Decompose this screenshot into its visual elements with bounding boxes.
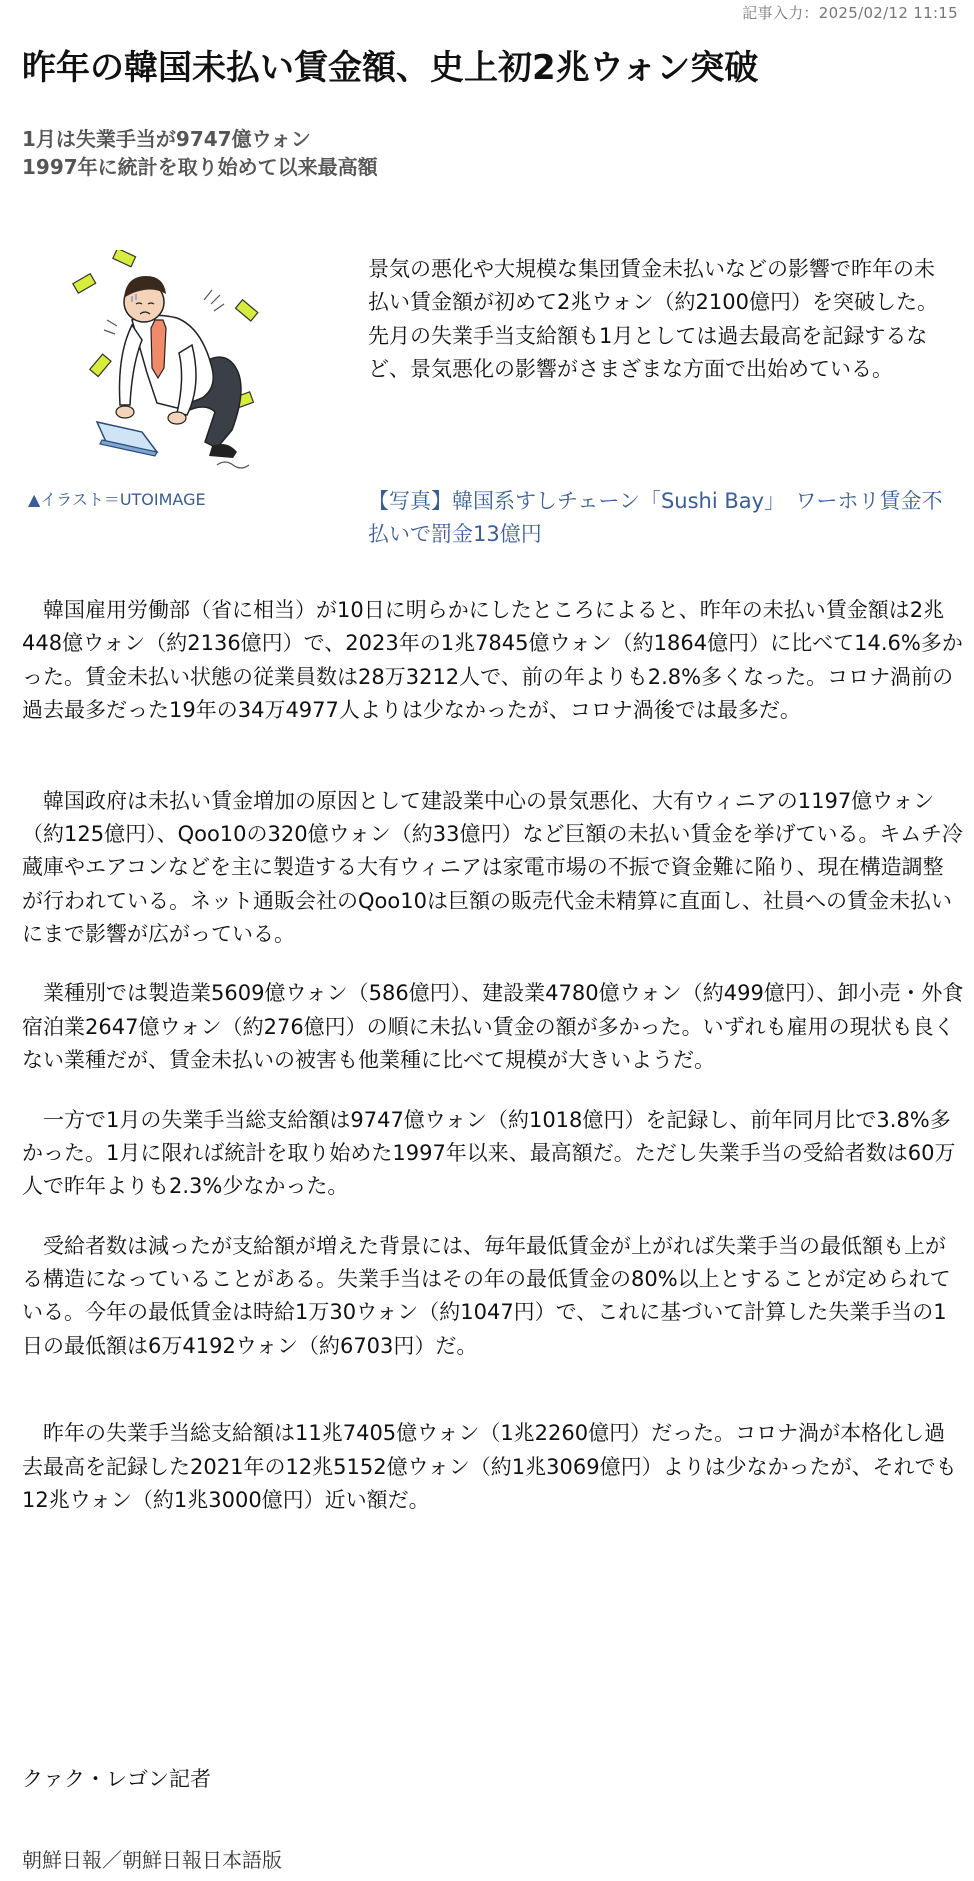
article-body — [22, 594, 964, 1517]
source-credit: 朝鮮日報／朝鮮日報日本語版 — [22, 1848, 282, 1872]
illustration-stressed-office-worker — [62, 250, 302, 475]
body-paragraph: 韓国政府は未払い賃金増加の原因として建設業中心の景気悪化、大有ウィニアの1197億ウォン（約125億円）、Qoo10の320億ウォン（約33億円）など巨額の未払い賃金を挙げている。キムチ冷蔵庫やエアコンなどを主に製造する大有ウィニアは家電市場の不振で資金難に陥り、現在構造調整が行われている。ネット通販会社のQoo10は巨額の販売代金未精算に直面し、社員への賃金未払いにまで影響が広がっている。 — [22, 788, 963, 946]
lead-paragraph: 景気の悪化や大規模な集団賃金未払いなどの影響で昨年の未払い賃金額が初めて2兆ウォン（約2100億円）を突破した。先月の失業手当支給額も1月としては過去最高を記録するなど、景気悪化の影響がさまざまな方面で出始めている。 — [368, 257, 938, 382]
body-paragraph: 受給者数は減ったが支給額が増えた背景には、毎年最低賃金が上がれば失業手当の最低額も上がる構造になっていることがある。失業手当はその年の最低賃金の80%以上とすることが定められている。今年の最低賃金は時給1万30ウォン（約1047円）で、これに基づいて計算した失業手当の1日の最低額は6万4192ウォン（約6703円）だ。 — [22, 1233, 951, 1358]
body-paragraph: 韓国雇用労働部（省に相当）が10日に明らかにしたところによると、昨年の未払い賃金額は2兆448億ウォン（約2136億円）で、2023年の1兆7845億ウォン（約1864億円）に比べて14.6%多かった。賃金未払い状態の従業員数は28万3212人で、前の年よりも2.8%多くなった。コロナ渦前の過去最多だった19年の34万4977人よりは少なかったが、コロナ渦後では最多だ。 — [22, 598, 963, 723]
article-subheads — [22, 126, 922, 181]
subhead-line-1: 1月は失業手当が9747億ウォン — [22, 127, 311, 151]
related-article-link[interactable]: 【写真】韓国系すしチェーン「Sushi Bay」 ワーホリ賃金不払いで罰金13億円 — [368, 489, 943, 547]
article-headline: 昨年の韓国未払い賃金額、史上初2兆ウォン突破 — [22, 48, 759, 88]
subhead-line-2: 1997年に統計を取り始めて以来最高額 — [22, 154, 378, 179]
article-timestamp: 記事入力：2025/02/12 11:15 — [742, 4, 958, 22]
article-figure — [22, 250, 322, 510]
image-caption: ▲イラスト＝UTOIMAGE — [28, 490, 206, 509]
body-paragraph: 業種別では製造業5609億ウォン（586億円）、建設業4780億ウォン（約499億円）、卸小売・外食宿泊業2647億ウォン（約276億円）の順に未払い賃金の額が多かった。いずれも雇用の現状も良くない業種だが、賃金未払いの被害も他業種に比べて規模が大きいようだ。 — [22, 981, 964, 1073]
body-paragraph: 一方で1月の失業手当総支給額は9747億ウォン（約1018億円）を記録し、前年同月比で3.8%多かった。1月に限れば統計を取り始めた1997年以来、最高額だ。ただし失業手当の受給者数は60万人で昨年よりも2.3%少なかった。 — [22, 1107, 956, 1199]
byline: クァク・レゴン記者 — [22, 1767, 211, 1791]
body-paragraph: 昨年の失業手当総支給額は11兆7405億ウォン（1兆2260億円）だった。コロナ渦が本格化し過去最高を記録した2021年の12兆5152億ウォン（約1兆3069億円）よりは少なかったが、それでも12兆ウォン（約1兆3000億円）近い額だ。 — [22, 1421, 957, 1512]
